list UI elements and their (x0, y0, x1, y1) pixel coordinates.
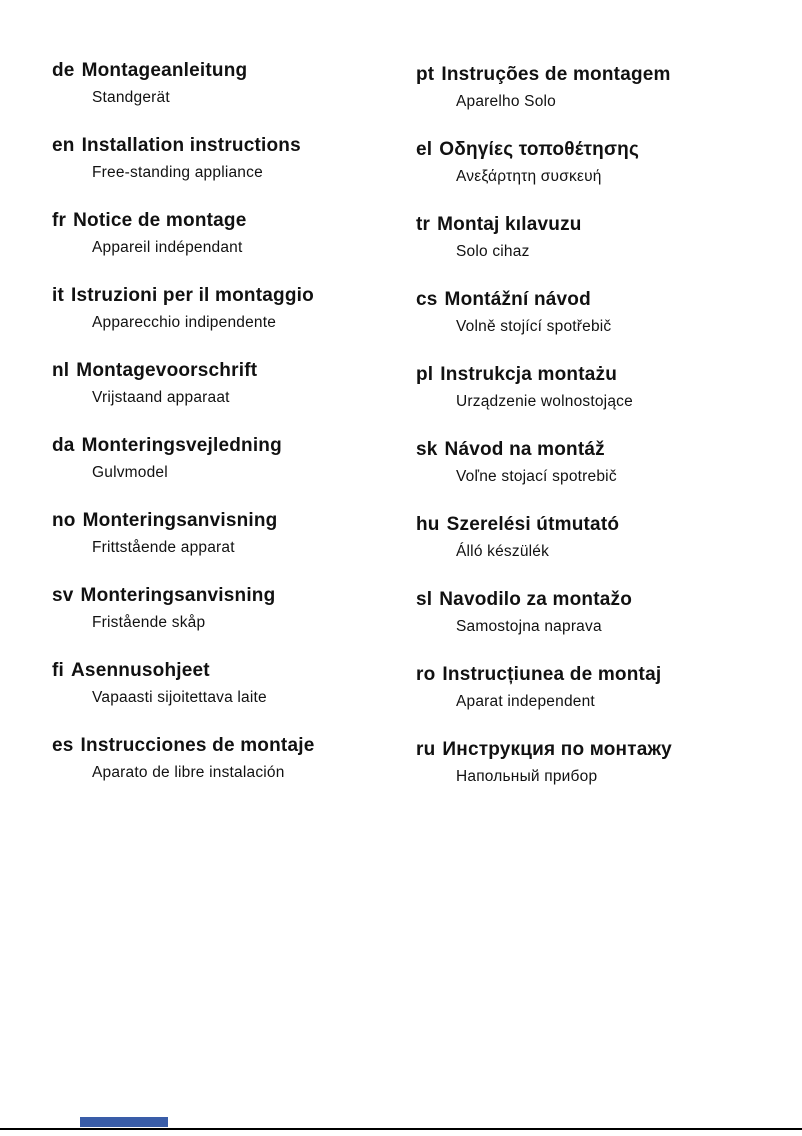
language-entry (52, 133, 416, 186)
language-entry (52, 433, 416, 486)
language-subtitle: Apparecchio indipendente (92, 314, 277, 331)
language-code: sk (416, 439, 438, 460)
language-subtitle: Voľne stojací spotrebič (456, 468, 617, 485)
language-entry (52, 583, 416, 636)
language-entry (416, 737, 772, 790)
language-title: Szerelési útmutató (446, 514, 620, 535)
language-title: Montaj kılavuzu (437, 214, 582, 235)
language-code: pt (416, 64, 435, 85)
language-entry (52, 658, 416, 711)
language-subtitle: Álló készülék (456, 543, 550, 560)
language-title: Montagevoorschrift (76, 360, 258, 381)
language-title: Instrucțiunea de montaj (442, 664, 662, 685)
language-title-line (416, 137, 772, 163)
language-title-line (52, 583, 416, 609)
language-title-line (416, 662, 772, 688)
language-code: no (52, 510, 76, 531)
language-title-line (52, 58, 416, 84)
language-entry (52, 508, 416, 561)
language-code: it (52, 285, 65, 306)
language-subtitle: Aparelho Solo (456, 93, 556, 110)
language-code: sv (52, 585, 74, 606)
language-title: Instruções de montagem (441, 64, 671, 85)
language-subtitle: Vrijstaand apparaat (92, 389, 230, 406)
language-title-line (416, 437, 772, 463)
language-entry (416, 437, 772, 490)
language-subtitle: Aparat independent (456, 693, 595, 710)
language-subtitle: Aparato de libre instalación (92, 764, 285, 781)
language-subtitle: Vapaasti sijoitettava laite (92, 689, 267, 706)
language-title: Instrukcja montażu (440, 364, 618, 385)
language-title-line (52, 433, 416, 459)
language-title: Návod na montáž (444, 439, 605, 460)
language-subtitle: Standgerät (92, 89, 170, 106)
print-color-mark (80, 1117, 168, 1127)
language-subtitle: Fristående skåp (92, 614, 206, 631)
language-subtitle: Volně stojící spotřebič (456, 318, 612, 335)
language-code: tr (416, 214, 431, 235)
language-subtitle: Напольный прибор (456, 768, 598, 785)
language-title: Monteringsvejledning (81, 435, 282, 456)
language-title-line (52, 208, 416, 234)
language-code: fi (52, 660, 65, 681)
language-title-line (52, 133, 416, 159)
language-title: Montážní návod (444, 289, 591, 310)
language-entry (416, 212, 772, 265)
language-code: cs (416, 289, 438, 310)
language-title-line (52, 508, 416, 534)
language-title: Installation instructions (81, 135, 301, 156)
language-code: en (52, 135, 75, 156)
language-entry (416, 137, 772, 190)
language-code: el (416, 139, 433, 160)
manual-cover-page (52, 58, 772, 812)
bottom-rule (0, 1128, 802, 1130)
language-title-line (52, 733, 416, 759)
language-title: Monteringsanvisning (82, 510, 278, 531)
language-entry (52, 208, 416, 261)
language-title: Asennusohjeet (71, 660, 210, 681)
language-title: Οδηγίες τοποθέτησης (439, 139, 640, 160)
language-subtitle: Gulvmodel (92, 464, 168, 481)
language-title-line (52, 358, 416, 384)
language-entry (416, 587, 772, 640)
language-subtitle: Free-standing appliance (92, 164, 263, 181)
language-column-left (52, 58, 416, 808)
language-title: Monteringsanvisning (80, 585, 276, 606)
language-entry (52, 58, 416, 111)
language-entry (52, 358, 416, 411)
language-title-line (416, 287, 772, 313)
language-code: hu (416, 514, 440, 535)
language-subtitle: Samostojna naprava (456, 618, 602, 635)
language-title-line (416, 212, 772, 238)
language-title-line (52, 283, 416, 309)
language-title: Navodilo za montažo (439, 589, 633, 610)
language-code: da (52, 435, 75, 456)
language-title-line (416, 737, 772, 763)
language-subtitle: Urządzenie wolnostojące (456, 393, 633, 410)
language-title-line (416, 512, 772, 538)
language-code: fr (52, 210, 67, 231)
language-code: pl (416, 364, 434, 385)
language-entry (416, 512, 772, 565)
language-subtitle: Frittstående apparat (92, 539, 235, 556)
language-title: Montageanleitung (81, 60, 248, 81)
language-title: Instrucciones de montaje (80, 735, 315, 756)
language-subtitle: Solo cihaz (456, 243, 530, 260)
language-entry (416, 662, 772, 715)
language-code: ru (416, 739, 436, 760)
language-entry (416, 362, 772, 415)
language-subtitle: Ανεξάρτητη συσκευή (456, 168, 602, 185)
language-code: nl (52, 360, 70, 381)
language-code: sl (416, 589, 433, 610)
language-code: es (52, 735, 74, 756)
language-entry (52, 283, 416, 336)
language-code: ro (416, 664, 436, 685)
language-column-right (416, 58, 772, 812)
language-title-line (416, 62, 772, 88)
language-code: de (52, 60, 75, 81)
language-title-line (52, 658, 416, 684)
language-entry (416, 62, 772, 115)
language-title: Istruzioni per il montaggio (71, 285, 314, 306)
language-subtitle: Appareil indépendant (92, 239, 243, 256)
language-title: Инструкция по монтажу (442, 739, 672, 760)
language-entry (52, 733, 416, 786)
language-entry (416, 287, 772, 340)
language-title-line (416, 362, 772, 388)
language-title: Notice de montage (73, 210, 247, 231)
language-title-line (416, 587, 772, 613)
